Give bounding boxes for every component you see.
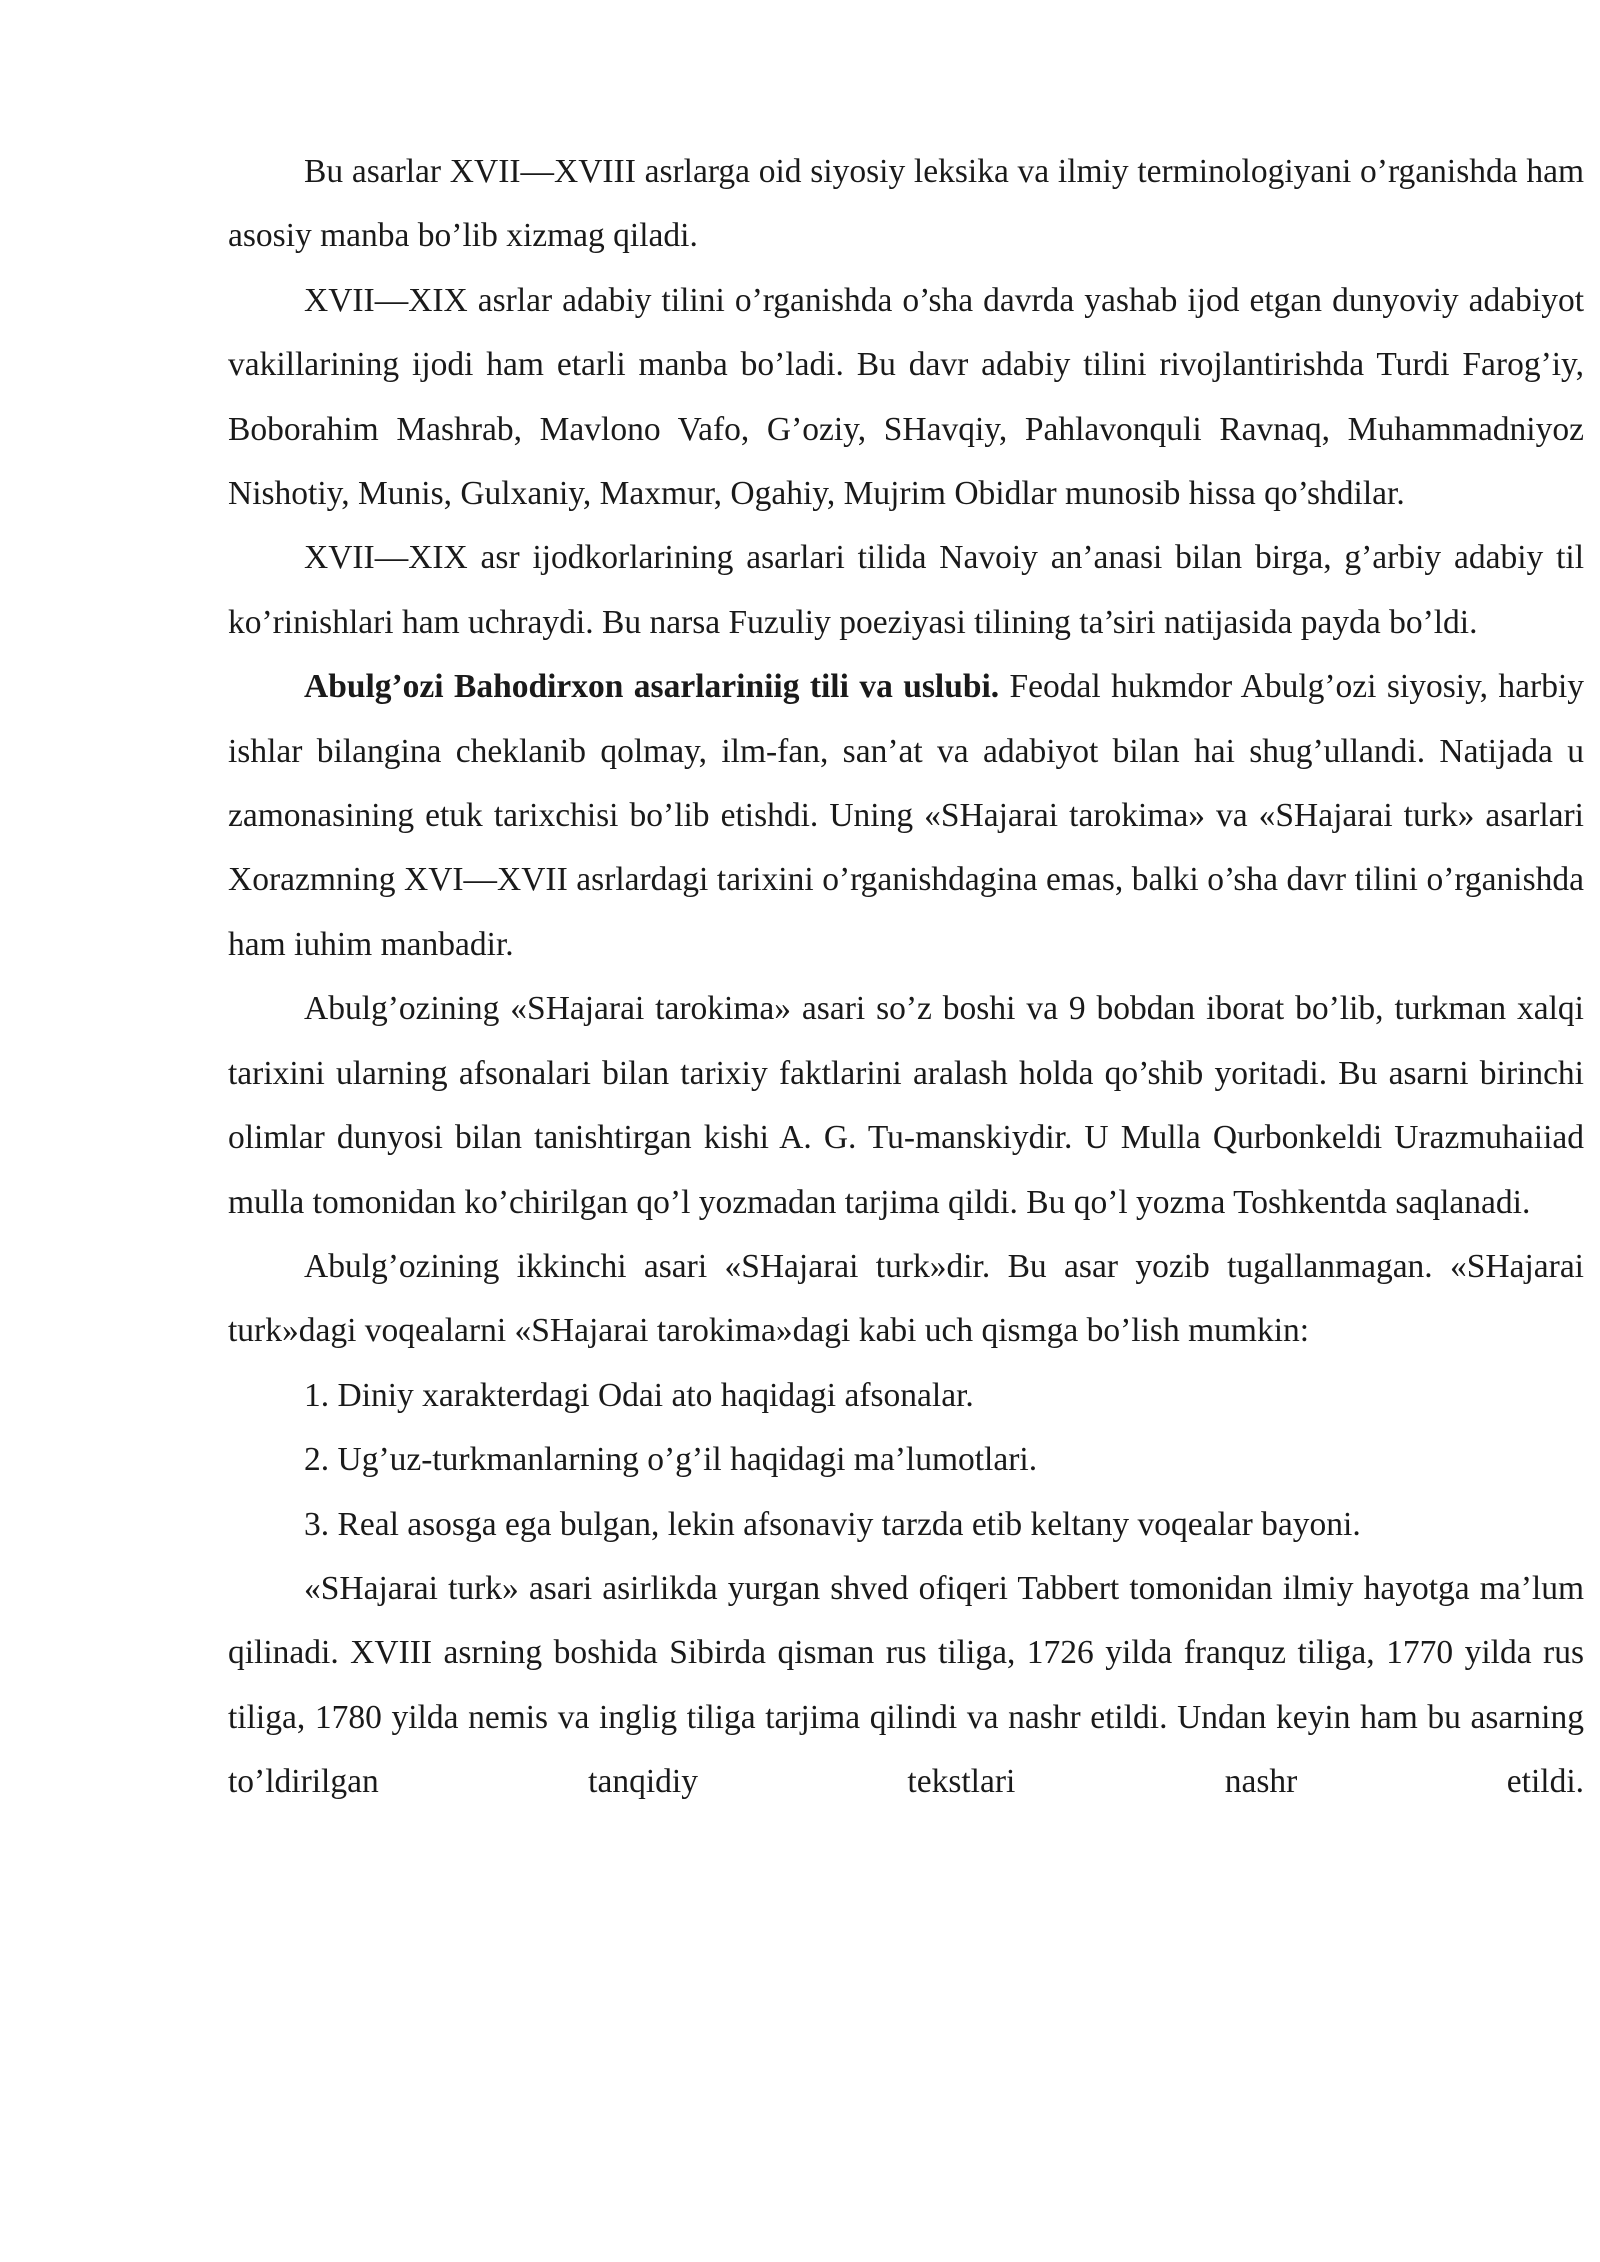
- section-text: Feodal hukmdor Abulg’ozi siyosiy, harbiy ishlar bilangina cheklanib qolmay, ilm-fan, san’at va adabiyot bilan hai shug’ullandi. Natijada u zamonasining etuk tarixchisi bo’lib etishdi. Uning «SHajarai tarokima» va «SHajarai turk» asarlari Xorazmning XVI—XVII asrlardagi tarixini o’rganishdagina emas, balki o’sha davr tilini o’rganishda ham iuhim manbadir.: [228, 668, 1584, 963]
- section-paragraph: [228, 655, 1584, 977]
- section-heading: Abulg’ozi Bahodirxon asarlariniig tili va uslubi.: [304, 668, 1000, 706]
- paragraph-3: XVII—XIX asr ijodkorlarining asarlari tilida Navoiy an’anasi bilan birga, g’arbiy adabiy til ko’rinishlari ham uchraydi. Bu narsa Fuzuliy poeziyasi tilining ta’siri natijasida payda bo’ldi.: [228, 539, 1584, 641]
- document-page: [228, 140, 1584, 1815]
- paragraph-5: Abulg’ozining ikkinchi asari «SHajarai turk»dir. Bu asar yozib tugallanmagan. «SHajarai turk»dagi voqealarni «SHajarai tarokima»dagi kabi uch qismga bo’lish mumkin:: [228, 1247, 1584, 1350]
- list-item-1: 1. Diniy xarakterdagi Odai ato haqidagi afsonalar.: [304, 1376, 974, 1414]
- list-item-2: 2. Ug’uz-turkmanlarning o’g’il haqidagi ma’lumotlari.: [304, 1441, 1038, 1479]
- paragraph-4: Abulg’ozining «SHajarai tarokima» asari so’z boshi va 9 bobdan iborat bo’lib, turkman xalqi tarixini ularning afsonalari bilan tarixiy faktlarini aralash holda qo’shib yoritadi. Bu asarni birinchi olimlar dunyosi bilan tanishtirgan kishi A. G. Tu-manskiydir. U Mulla Qurbonkeldi Urazmuhaiiad mulla tomonidan ko’chirilgan qo’l yozmadan tarjima qildi. Bu qo’l yozma Toshkentda saqlanadi.: [228, 990, 1584, 1221]
- list-item-3: 3. Real asosga ega bulgan, lekin afsonaviy tarzda etib keltany voqealar bayoni.: [304, 1505, 1361, 1543]
- paragraph-final: «SHajarai turk» asari asirlikda yurgan shved ofiqeri Tabbert tomonidan ilmiy hayotga ma’lum qilinadi. XVIII asrning boshida Sibirda qisman rus tiliga, 1726 yilda franquz tiliga, 1770 yilda rus tiliga, 1780 yilda nemis va inglig tiliga tarjima qilindi va nashr etildi. Undan keyin ham bu asarning to’ldirilgan tanqidiy tekstlari nashr etildi.: [228, 1569, 1584, 1801]
- paragraph-2: XVII—XIX asrlar adabiy tilini o’rganishda o’sha davrda yashab ijod etgan dunyoviy adabiyot vakillarining ijodi ham etarli manba bo’ladi. Bu davr adabiy tilini rivojlantirishda Turdi Farog’iy, Boborahim Mashrab, Mavlono Vafo, G’oziy, SHavqiy, Pahlavonquli Ravnaq, Muhammadniyoz Nishotiy, Munis, Gulxaniy, Maxmur, Ogahiy, Mujrim Obidlar munosib hissa qo’shdilar.: [228, 281, 1584, 513]
- paragraph-1: Bu asarlar XVII—XVIII asrlarga oid siyosiy leksika va ilmiy terminologiyani o’rganishda ham asosiy manba bo’lib xizmag qiladi.: [228, 153, 1584, 255]
